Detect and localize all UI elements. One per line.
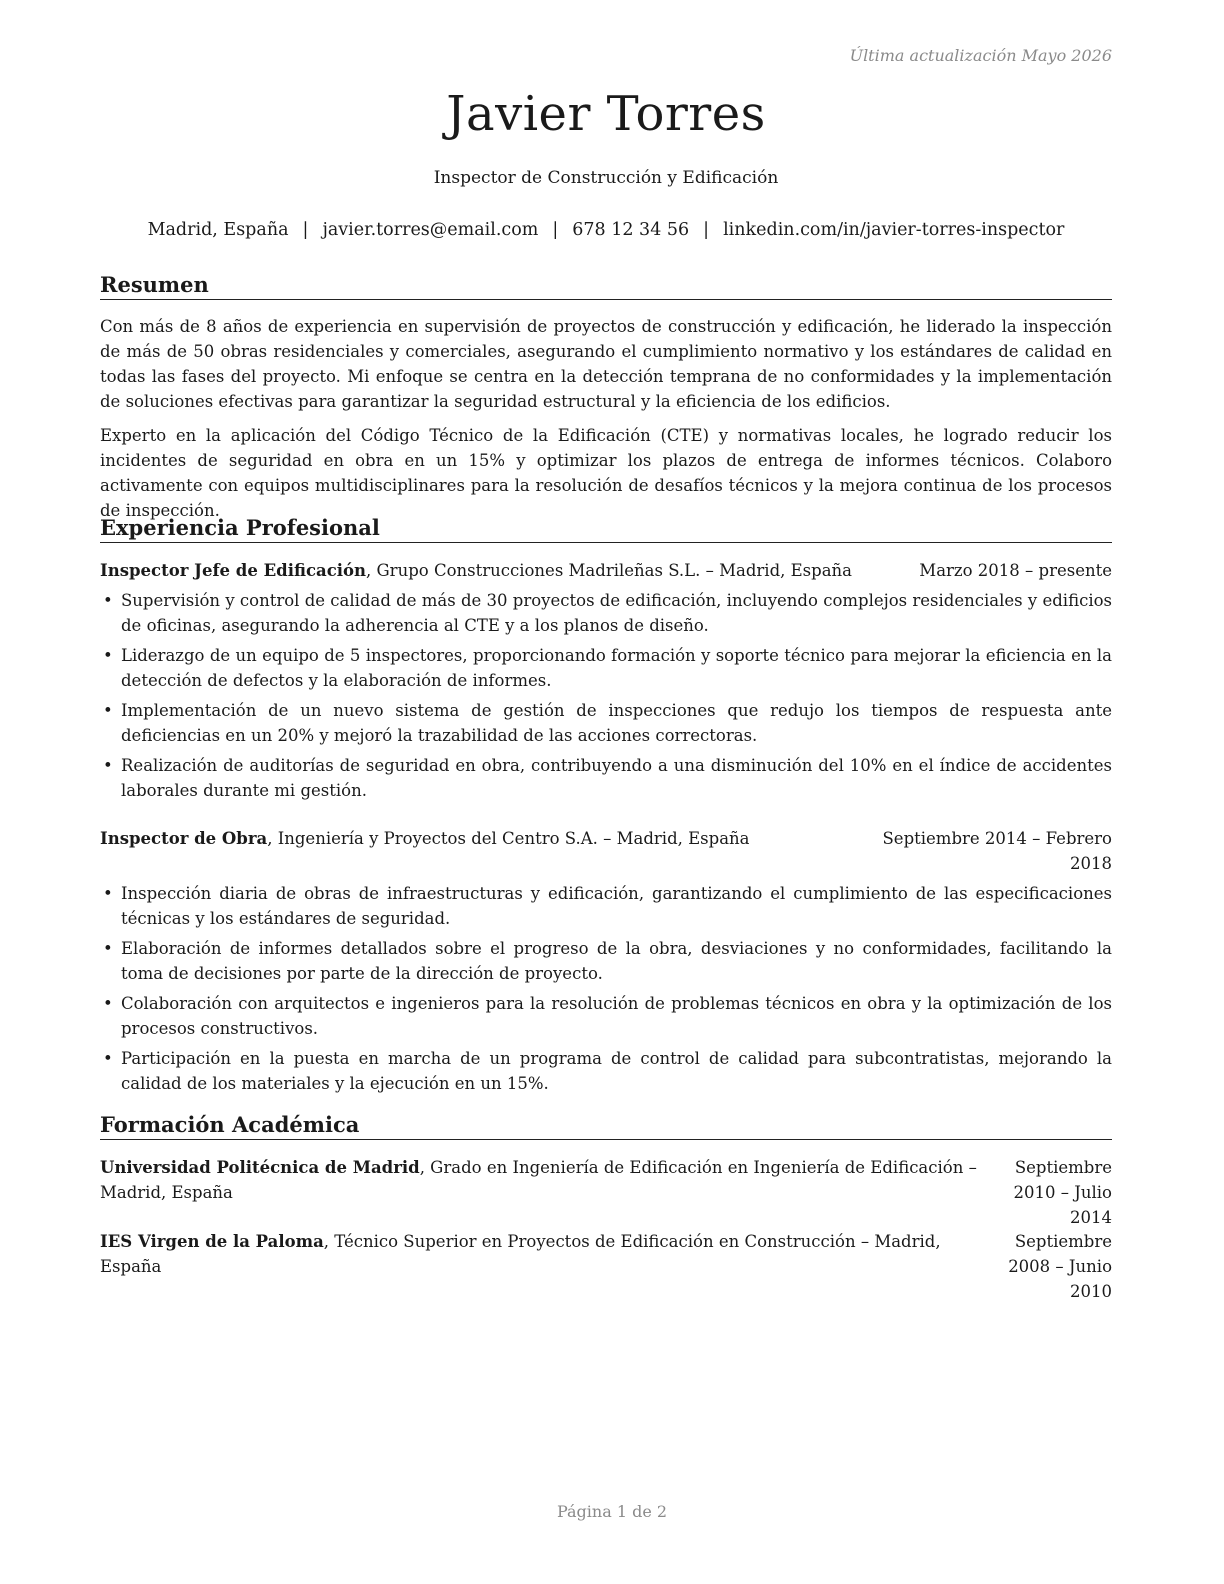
education-institution: IES Virgen de la Paloma: [100, 1232, 324, 1251]
page-number: Página 1 de 2: [556, 1502, 668, 1521]
list-item: • Participación en la puesta en marcha de un programa de control de calidad para subcontratistas, mejorando la calidad de los materiales y la ejecución en un 15%.: [100, 1046, 1112, 1096]
job-bullets: [100, 588, 1112, 808]
job-company: , Ingeniería y Proyectos del Centro S.A. – Madrid, España: [267, 829, 750, 848]
job-company: , Grupo Construcciones Madrileñas S.L. – Madrid, España: [366, 561, 853, 580]
contact-email[interactable]: javier.torres@email.com: [322, 220, 539, 240]
education-institution: Universidad Politécnica de Madrid: [100, 1158, 420, 1177]
education-description: [100, 1155, 980, 1205]
contact-linkedin[interactable]: linkedin.com/in/javier-torres-inspector: [723, 220, 1065, 240]
list-item: • Supervisión y control de calidad de más de 30 proyectos de edificación, incluyendo complejos residenciales y edificios de oficinas, asegurando la adherencia al CTE y a los planos de diseño.: [100, 588, 1112, 638]
section-heading-experience: Experiencia Profesional: [100, 515, 1112, 543]
job-role: Inspector Jefe de Edificación: [100, 561, 367, 580]
job-dates-line: Septiembre 2014 – Febrero: [882, 829, 1112, 848]
contact-location: Madrid, España: [147, 220, 289, 240]
summary-paragraph: Con más de 8 años de experiencia en supervisión de proyectos de construcción y edificación, he liderado la inspección de más de 50 obras residenciales y comerciales, asegurando el cumplimiento normativo y los estándares de calidad en todas las fases del proyecto. Mi enfoque se centra en la detección temprana de no conformidades y la implementación de soluciones efectivas para garantizar la seguridad estructural y la eficiencia de los edificios.: [100, 317, 1112, 411]
list-item: • Realización de auditorías de seguridad en obra, contribuyendo a una disminución del 10% en el índice de accidentes laborales durante mi gestión.: [100, 753, 1112, 803]
section-heading-education: Formación Académica: [100, 1112, 1112, 1140]
job-bullets: [100, 881, 1112, 1101]
education-detail: , Técnico Superior en Proyectos de Edificación en Construcción – Madrid, España: [100, 1232, 941, 1276]
list-item: • Liderazgo de un equipo de 5 inspectores, proporcionando formación y soporte técnico para mejorar la eficiencia en la detección de defectos y la elaboración de informes.: [100, 643, 1112, 693]
job-title-line: [100, 558, 852, 583]
education-dates: [977, 1155, 1112, 1230]
summary-paragraph: Experto en la aplicación del Código Técnico de la Edificación (CTE) y normativas locales, he logrado reducir los incidentes de seguridad en obra en un 15% y optimizar los plazos de entrega de informes técnicos. Colaboro activamente con equipos multidisciplinares para la resolución de desafíos técnicos y la mejora continua de los procesos de inspección.: [100, 426, 1112, 520]
list-item: • Elaboración de informes detallados sobre el progreso de la obra, desviaciones y no conformidades, facilitando la toma de decisiones por parte de la dirección de proyecto.: [100, 936, 1112, 986]
section-heading-summary: Resumen: [100, 272, 1112, 300]
contact-separator: |: [302, 220, 309, 240]
job-dates-line: 2018: [1070, 854, 1112, 873]
job-role: Inspector de Obra: [100, 829, 268, 848]
education-dates-line: 2010: [1070, 1282, 1112, 1301]
education-dates: [977, 1229, 1112, 1304]
job-title-line: [100, 826, 750, 851]
contact-separator: |: [552, 220, 559, 240]
contact-phone: 678 12 34 56: [572, 220, 690, 240]
education-detail: , Grado en Ingeniería de Edificación en Ingeniería de Edificación – Madrid, España: [100, 1158, 977, 1202]
list-item: • Colaboración con arquitectos e ingenieros para la resolución de problemas técnicos en obra y la optimización de los procesos constructivos.: [100, 991, 1112, 1041]
candidate-title: Inspector de Construcción y Edificación: [433, 168, 779, 188]
list-item: • Implementación de un nuevo sistema de gestión de inspecciones que redujo los tiempos de respuesta ante deficiencias en un 20% y mejoró la trazabilidad de las acciones correctoras.: [100, 698, 1112, 748]
education-description: [100, 1229, 980, 1279]
contact-line: [100, 220, 1112, 240]
job-dates: [883, 826, 1113, 876]
education-dates-line: Septiembre 2010 – Julio: [1013, 1158, 1112, 1202]
job-dates: Marzo 2018 – presente: [919, 561, 1112, 580]
last-updated-note: Última actualización Mayo 2026: [849, 46, 1112, 65]
contact-separator: |: [703, 220, 710, 240]
list-item: • Inspección diaria de obras de infraestructuras y edificación, garantizando el cumplimiento de las especificaciones técnicas y los estándares de seguridad.: [100, 881, 1112, 931]
education-dates-line: 2014: [1070, 1208, 1112, 1227]
education-dates-line: Septiembre 2008 – Junio: [1008, 1232, 1112, 1276]
candidate-name: Javier Torres: [446, 86, 766, 142]
